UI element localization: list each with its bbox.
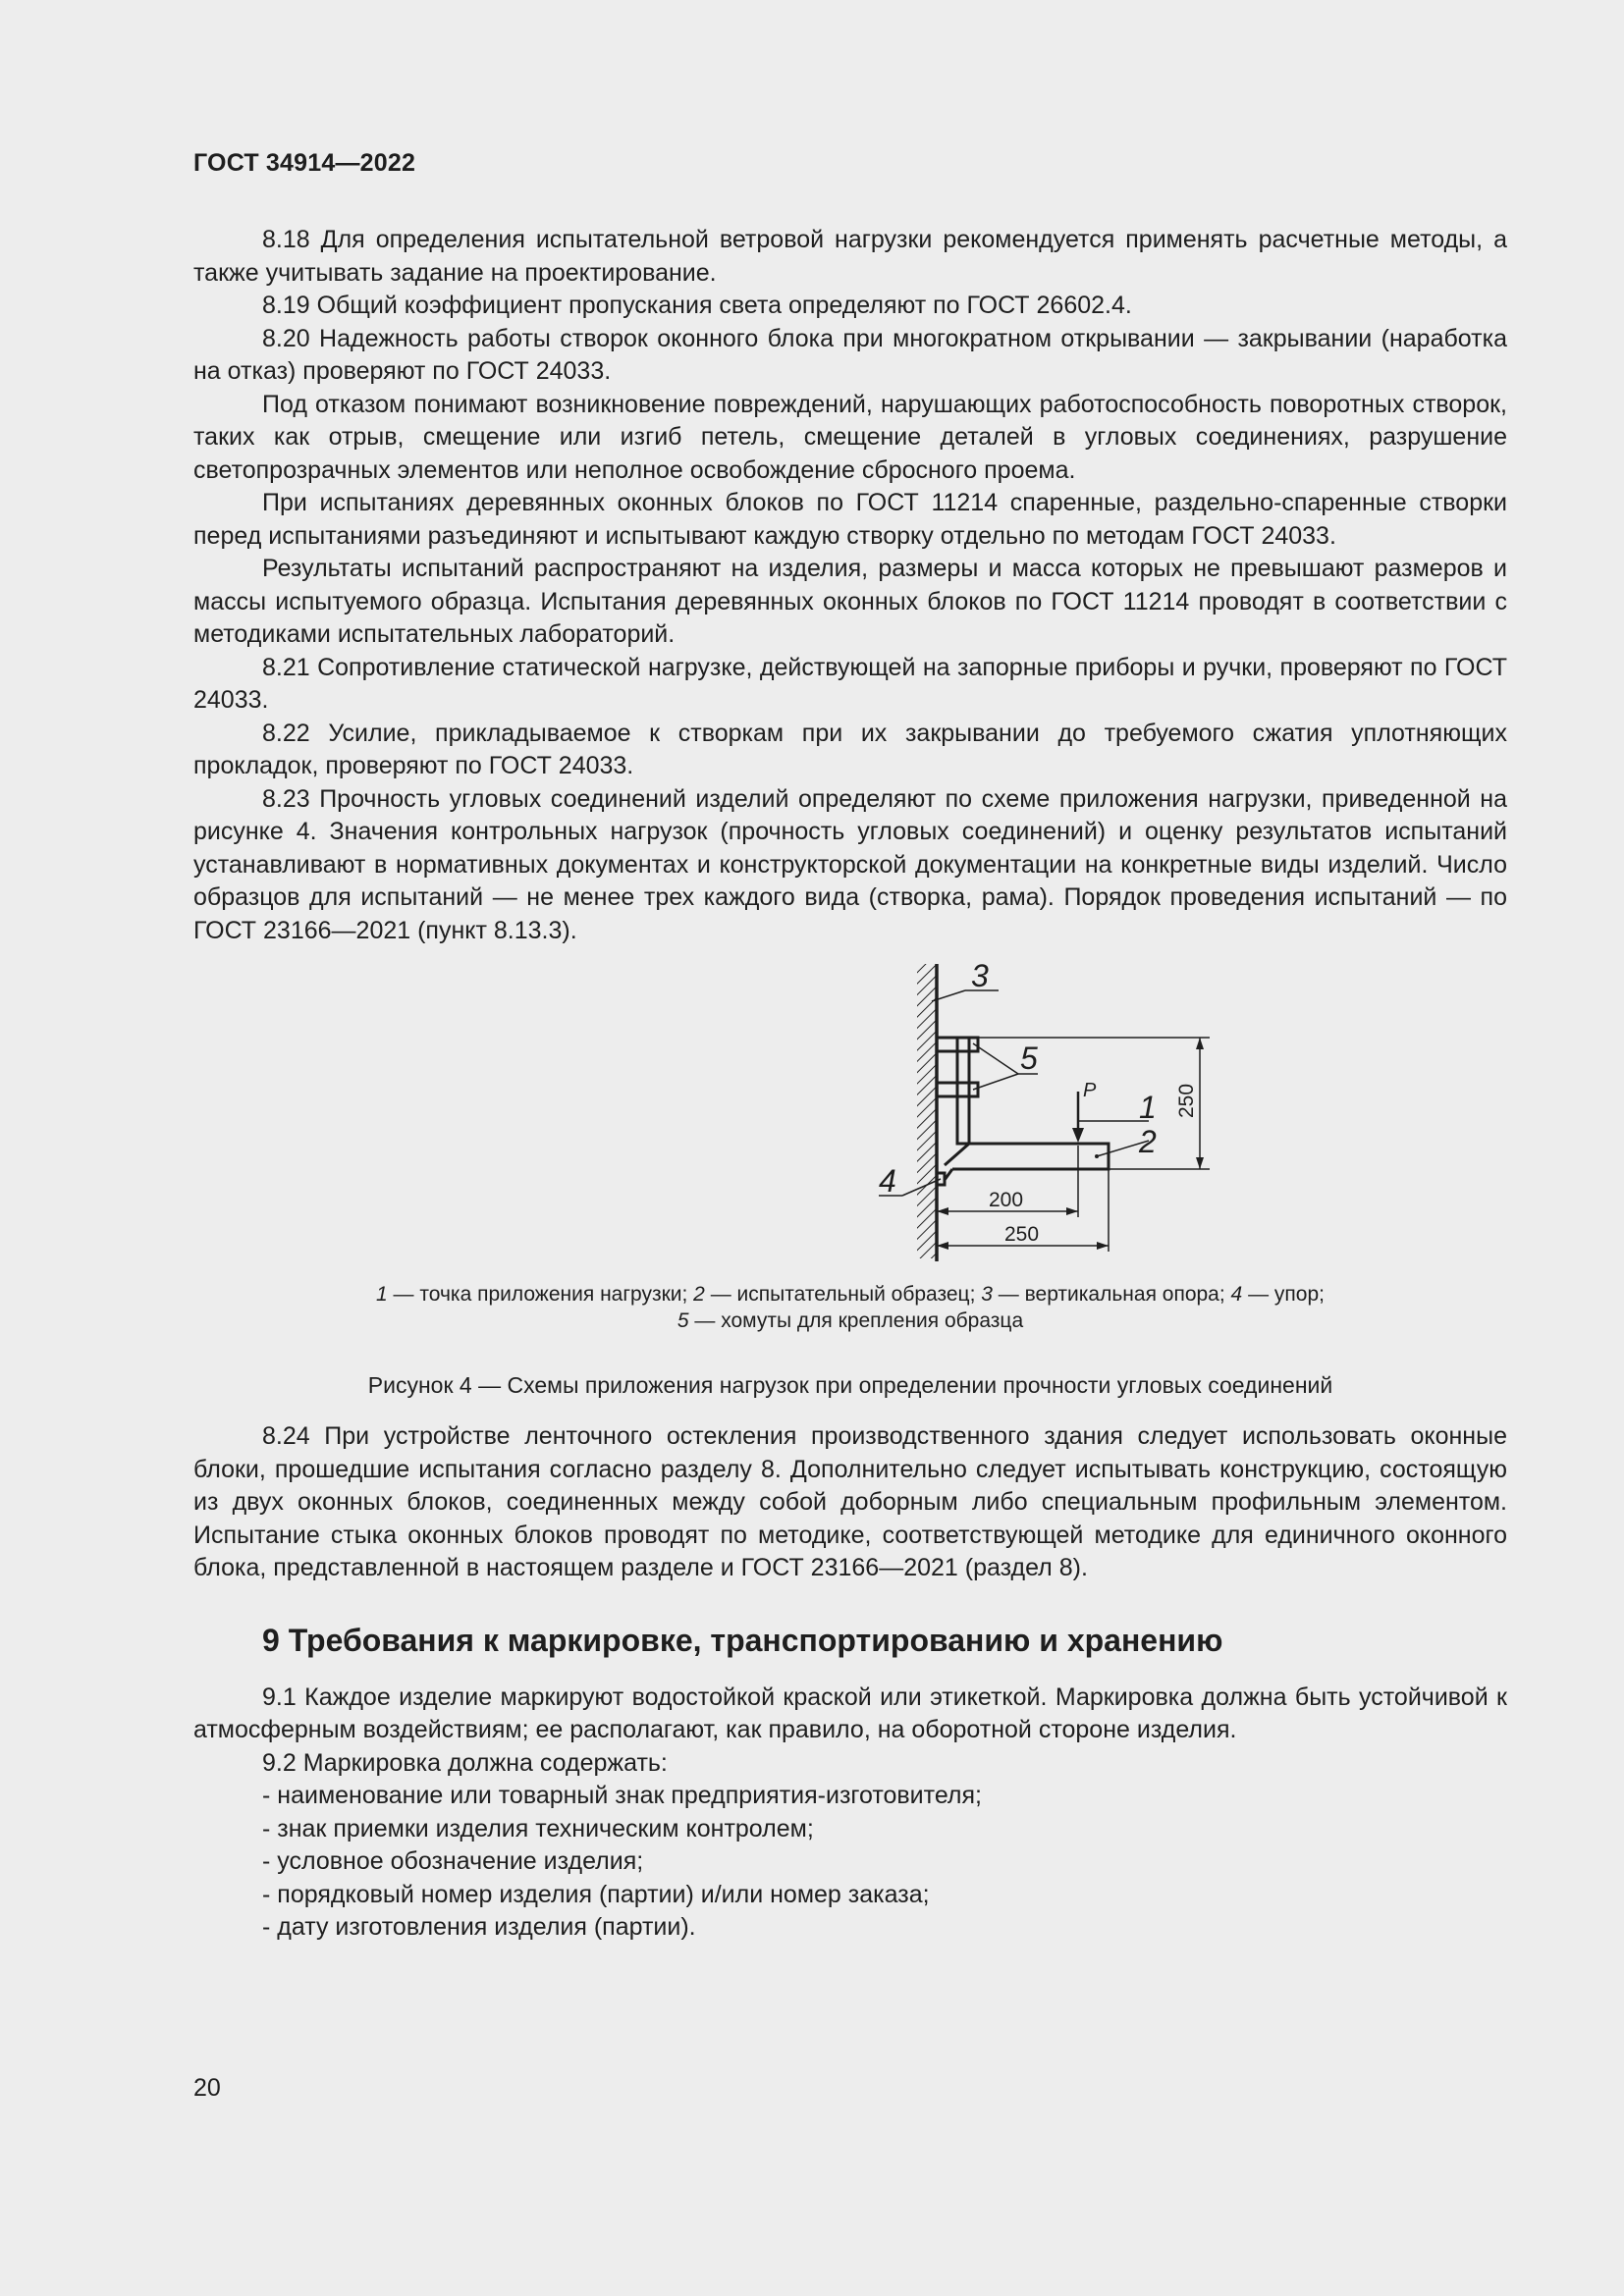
paragraph-8-20: 8.20 Надежность работы створок оконного блока при многократном открывании — закрывании (наработка на отказ) проверяют по ГОСТ 24033. <box>193 324 1507 385</box>
legend-line-1: 1 — точка приложения нагрузки; 2 — испытательный образец; 3 — вертикальная опора; 4 — упор; <box>376 1283 1325 1306</box>
paragraph-8-23: 8.23 Прочность угловых соединений изделий определяют по схеме приложения нагрузки, приведенной на рисунке 4. Значения контрольных нагрузок (прочность угловых соединений) и оценку результатов испытаний устанавливают в нормативных документах и конструкторской документации на конкретные виды изделий. Число образцов для испытаний — не менее трех каждого вида (створка, рама). Порядок проведения испытаний — по ГОСТ 23166—2021 (пункт 8.13.3). <box>193 784 1507 944</box>
list-item: - дату изготовления изделия (партии). <box>262 1911 1507 1945</box>
page-number: 20 <box>193 2074 221 2102</box>
paragraph-8-22: 8.22 Усилие, прикладываемое к створкам при их закрывании до требуемого сжатия уплотняющих прокладок, проверяют по ГОСТ 24033. <box>193 719 1507 779</box>
arrow-dim-top <box>1196 1038 1204 1049</box>
arrow-250-right <box>1097 1242 1109 1250</box>
label-4: 4 <box>879 1163 896 1199</box>
list-item: - наименование или товарный знак предприятия-изготовителя; <box>262 1780 1507 1813</box>
paragraph-8-19: 8.19 Общий коэффициент пропускания света определяют по ГОСТ 26602.4. <box>262 292 1132 319</box>
list-item: - знак приемки изделия техническим контролем; <box>262 1813 1507 1846</box>
paragraph-results: Результаты испытаний распространяют на изделия, размеры и масса которых не превышают размеров и массы испытуемого образца. Испытания деревянных оконных блоков по ГОСТ 11214 проводят в соответствии с методиками испытательных лабораторий. <box>193 555 1507 648</box>
paragraph-8-21: 8.21 Сопротивление статической нагрузке, действующей на запорные приборы и ручки, проверяют по ГОСТ 24033. <box>193 653 1507 714</box>
paragraph-wooden-blocks: При испытаниях деревянных оконных блоков по ГОСТ 11214 спаренные, раздельно-спаренные створки перед испытаниями разъединяют и испытывают каждую створку отдельно по методам ГОСТ 24033. <box>193 489 1507 550</box>
point-2 <box>1095 1154 1099 1158</box>
paragraph-9-1: 9.1 Каждое изделие маркируют водостойкой краской или этикеткой. Маркировка должна быть устойчивой к атмосферным воздействиям; ее располагают, как правило, на оборотной стороне изделия. <box>193 1682 1507 1743</box>
leader-5-b <box>973 1074 1018 1090</box>
wall-hatching <box>917 964 937 1258</box>
figure-legend <box>193 1281 1507 1334</box>
load-scheme-drawing <box>675 958 1198 1273</box>
list-item: - порядковый номер изделия (партии) и/или номер заказа; <box>262 1879 1507 1912</box>
specimen-vertical-leg <box>957 1038 969 1144</box>
arrow-dim-bottom <box>1196 1157 1204 1169</box>
figure-caption: Рисунок 4 — Схемы приложения нагрузок при определении прочности угловых соединений <box>367 1372 1333 1398</box>
paragraph-failure-definition: Под отказом понимают возникновение повреждений, нарушающих работоспособность поворотных створок, таких как отрыв, смещение или изгиб петель, смещение деталей в угловых соединениях, разрушение светопрозрачных элементов или неполное освобождение сбросного проема. <box>193 390 1507 484</box>
legend-line-2: 5 — хомуты для крепления образца <box>677 1309 1024 1332</box>
label-3: 3 <box>971 958 989 993</box>
arrow-200-left <box>937 1207 948 1215</box>
dim-label-200: 200 <box>989 1189 1024 1211</box>
label-1: 1 <box>1139 1090 1157 1125</box>
label-2: 2 <box>1139 1124 1157 1159</box>
dim-label-250-horizontal: 250 <box>1004 1223 1040 1246</box>
paragraph-8-24: 8.24 При устройстве ленточного остекления производственного здания следует использовать оконные блоки, прошедшие испытания согласно разделу 8. Дополнительно следует испытывать конструкцию, состоящую из двух оконных блоков, соединенных между собой доборным либо специальным профильным элементом. Испытание стыка оконных блоков проводят по методике, соответствующей методике для единичного оконного блока, представленной в настоящем разделе и ГОСТ 23166—2021 (раздел 8). <box>193 1422 1507 1581</box>
page-content <box>193 224 1507 1945</box>
section-9-heading: 9 Требования к маркировке, транспортированию и хранению <box>262 1622 1223 1658</box>
label-5: 5 <box>1020 1041 1038 1076</box>
paragraph-8-18: 8.18 Для определения испытательной ветровой нагрузки рекомендуется применять расчетные методы, а также учитывать задание на проектирование. <box>193 226 1507 287</box>
load-arrowhead <box>1072 1128 1084 1143</box>
leader-5-a <box>973 1043 1018 1074</box>
document-header: ГОСТ 34914—2022 <box>193 149 416 177</box>
arrow-200-right <box>1066 1207 1078 1215</box>
list-item: - условное обозначение изделия; <box>262 1845 1507 1879</box>
arrow-250-left <box>937 1242 948 1250</box>
dim-label-250-vertical: 250 <box>1175 1083 1198 1118</box>
figure-4 <box>193 959 1507 1420</box>
paragraph-9-2: 9.2 Маркировка должна содержать: <box>262 1748 668 1777</box>
joint-diagonal-outer <box>945 1144 969 1165</box>
label-p: P <box>1083 1080 1097 1101</box>
marking-list <box>193 1780 1507 1945</box>
specimen-horizontal-leg <box>969 1144 1109 1169</box>
